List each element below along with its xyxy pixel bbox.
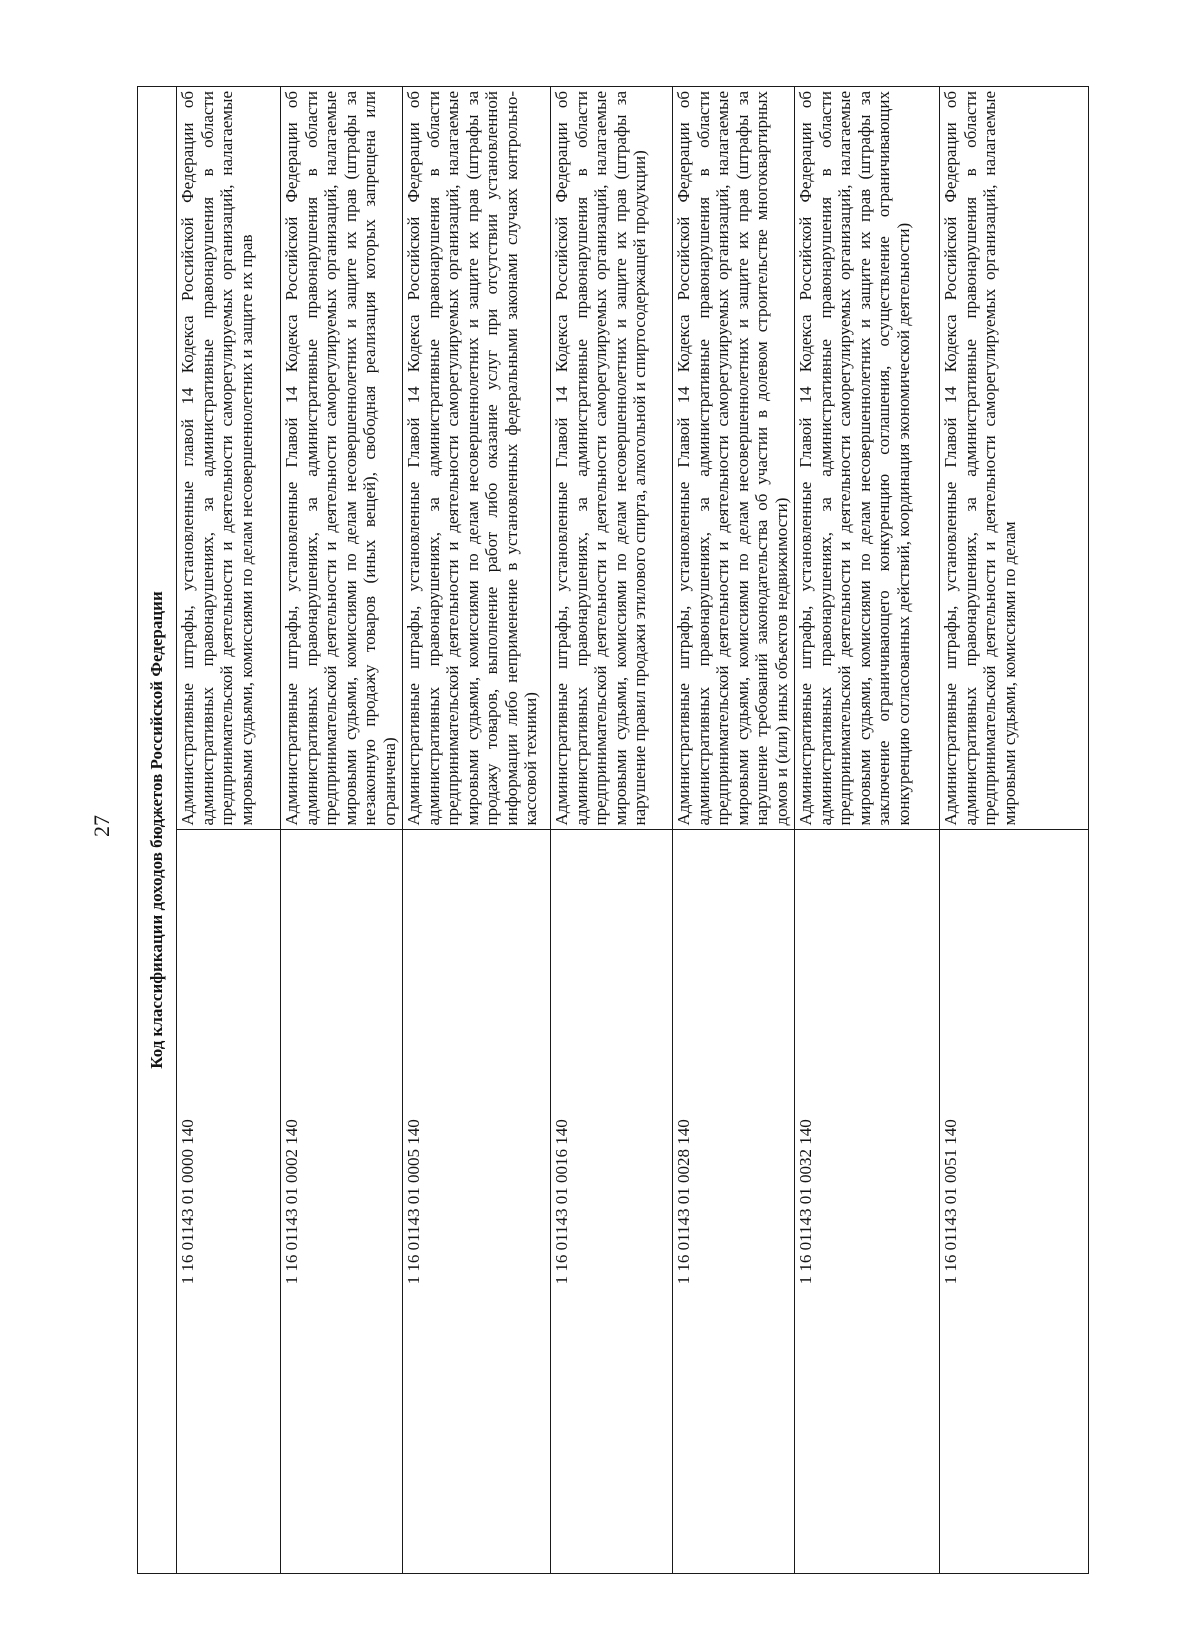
budget-code-cell: 1 16 01143 01 0032 140 [795,830,940,1574]
table-row [795,87,940,1574]
budget-code-cell: 1 16 01143 01 0002 140 [281,830,403,1574]
description-cell: Административные штрафы, установленные Главой 14 Кодекса Российской Федерации об административных правонарушениях, за административные правонарушения в области предпринимательской деятельности и деятельности саморегулируемых организаций, налагаемые мировыми судьями, комиссиями по делам несовершеннолетних и защите их прав (штрафы за нарушение правил продажи этилового спирта, алкогольной и спиртосодержащей продукции) [551,87,673,831]
description-cell: Административные штрафы, установленные Главой 14 Кодекса Российской Федерации об административных правонарушениях, за административные правонарушения в области предпринимательской деятельности и деятельности саморегулируемых организаций, налагаемые мировыми судьями, комиссиями по делам несовершеннолетних и защите их прав (штрафы за незаконную продажу товаров (иных вещей), свободная реализация которых запрещена или ограничена) [281,87,403,831]
budget-classification-table [137,86,1089,1574]
table-row [281,87,403,1574]
budget-code-cell: 1 16 01143 01 0028 140 [673,830,795,1574]
description-cell: Административные штрафы, установленные Главой 14 Кодекса Российской Федерации об административных правонарушениях, за административные правонарушения в области предпринимательской деятельности и деятельности саморегулируемых организаций, налагаемые мировыми судьями, комиссиями по делам несовершеннолетних и защите их прав (штрафы за нарушение требований законодательства об участии в долевом строительстве многоквартирных домов и (или) иных объектов недвижимости) [673,87,795,831]
description-cell: Административные штрафы, установленные главой 14 Кодекса Российской Федерации об административных правонарушениях, за административные правонарушения в области предпринимательской деятельности и деятельности саморегулируемых организаций, налагаемые мировыми судьями, комиссиями по делам несовершеннолетних и защите их прав [177,87,281,831]
description-cell: Административные штрафы, установленные Главой 14 Кодекса Российской Федерации об административных правонарушениях, за административные правонарушения в области предпринимательской деятельности и деятельности саморегулируемых организаций, налагаемые мировыми судьями, комиссиями по делам несовершеннолетних и защите их прав (штрафы за продажу товаров, выполнение работ либо оказание услуг при отсутствии установленной информации либо неприменение в установленных федеральными законами случаях контрольно-кассовой техники) [403,87,551,831]
description-cell: Административные штрафы, установленные Главой 14 Кодекса Российской Федерации об административных правонарушениях, за административные правонарушения в области предпринимательской деятельности и деятельности саморегулируемых организаций, налагаемые мировыми судьями, комиссиями по делам [940,87,1089,831]
budget-code-cell: 1 16 01143 01 0016 140 [551,830,673,1574]
description-cell: Административные штрафы, установленные Главой 14 Кодекса Российской Федерации об административных правонарушениях, за административные правонарушения в области предпринимательской деятельности и деятельности саморегулируемых организаций, налагаемые мировыми судьями, комиссиями по делам несовершеннолетних и защите их прав (штрафы за заключение ограничивающего конкуренцию соглашения, осуществление ограничивающих конкуренцию согласованных действий, координация экономической деятельности) [795,87,940,831]
budget-code-cell: 1 16 01143 01 0000 140 [177,830,281,1574]
table-row [673,87,795,1574]
table-header-row [138,87,177,1574]
page-number: 27 [89,815,114,837]
budget-code-cell: 1 16 01143 01 0005 140 [403,830,551,1574]
table-header: Код классификации доходов бюджетов Российской Федерации [138,87,177,1574]
table-row [551,87,673,1574]
table-row [940,87,1089,1574]
table-row [403,87,551,1574]
table-row [177,87,281,1574]
budget-code-cell: 1 16 01143 01 0051 140 [940,830,1089,1574]
rotated-table-wrapper [137,86,1087,1574]
